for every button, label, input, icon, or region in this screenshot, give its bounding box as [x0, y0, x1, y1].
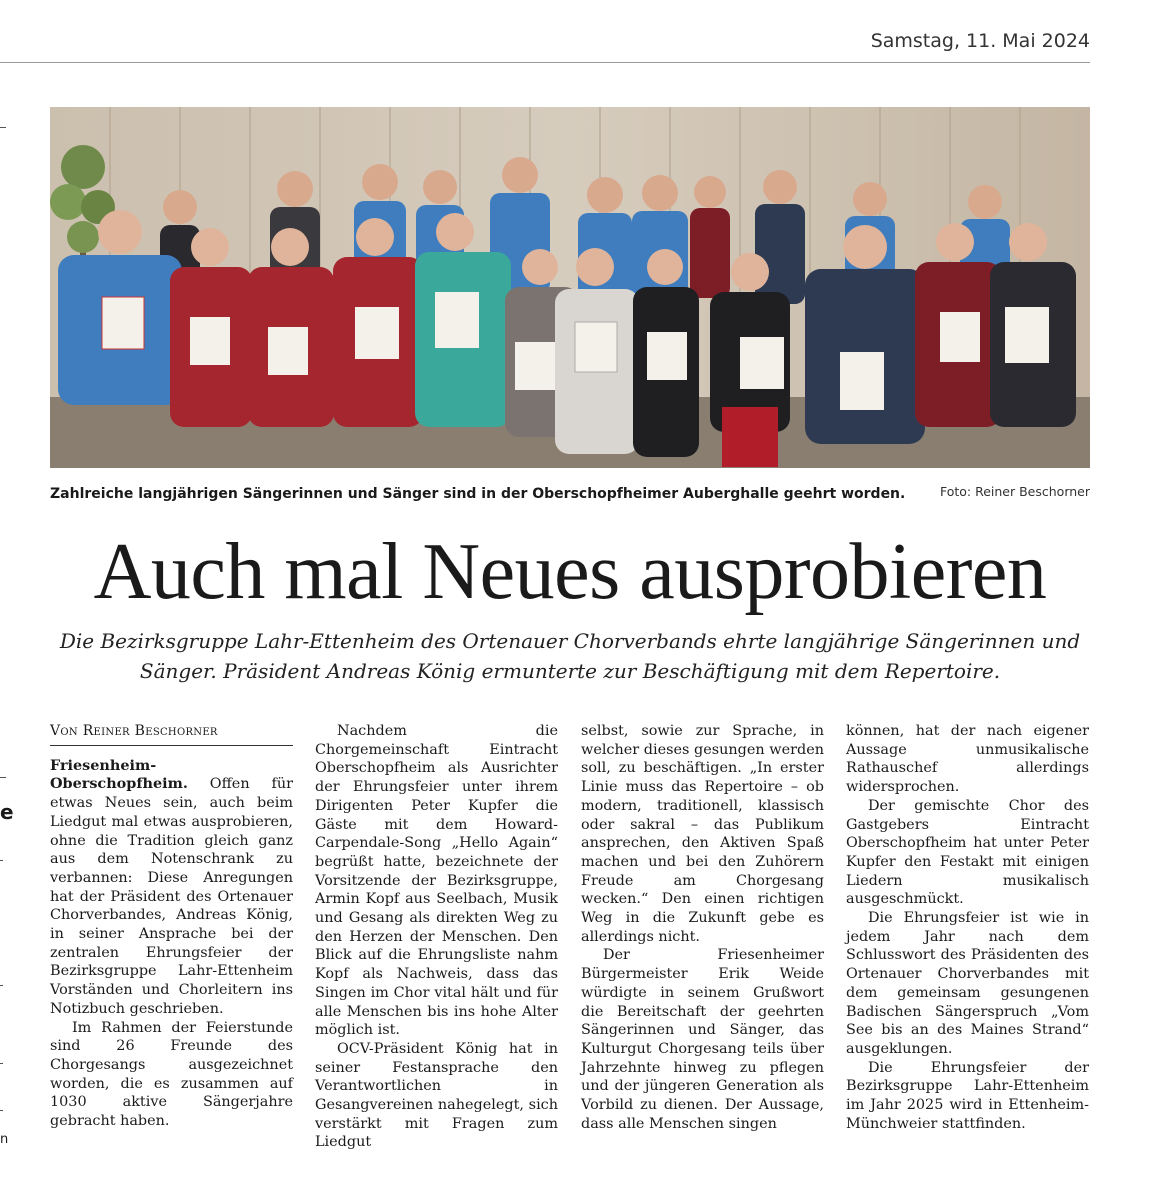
- article-column-3: [581, 722, 824, 1133]
- margin-mark: [0, 127, 6, 128]
- byline: Von Reiner Beschorner: [50, 722, 293, 746]
- date-line: Samstag, 11. Mai 2024: [870, 30, 1090, 52]
- paragraph: selbst, sowie zur Sprache, in welcher dieses gesungen werden soll, zu beschäftigen. „In erster Linie muss das Repertoire – ob modern, traditionell, klassisch oder sakral – das Publikum ansprechen, den Aktiven Spaß machen und bei den Zuhörern Freude am Chorgesang wecken.“ Den einen richtigen Weg in die Zukunft gebe es allerdings nicht.: [581, 723, 824, 945]
- paragraph: Im Rahmen der Feierstunde sind 26 Freunde des Chorgesangs ausgezeichnet worden, die es zusammen auf 1030 aktive Sängerjahre gebracht haben.: [50, 1019, 293, 1130]
- paragraph: Die Ehrungsfeier ist wie in jedem Jahr nach dem Schlusswort des Präsidenten des Ortenauer Chorverbandes mit dem gemeinsam gesungenen Badischen Sängerspruch „Vom See bis an des Maines Strand“ ausgeklungen.: [846, 910, 1089, 1057]
- group-photo-illustration: [50, 107, 1090, 468]
- paragraph: Nachdem die Chorgemeinschaft Eintracht Oberschopfheim als Ausrichter der Ehrungsfeier unter ihrem Dirigenten Peter Kupfer die Gäste mit dem Howard-Carpendale-Song „Hello Again“ begrüßt hatte, bezeichnete der Vorsitzende der Bezirksgruppe, Armin Kopf aus Seelbach, Musik und Gesang als direkten Weg zu den Herzen der Menschen. Den Blick auf die Ehrungsliste nahm Kopf als Nachweis, dass das Singen im Chor vital hält und für alle Menschen bis ins hohe Alter möglich ist.: [315, 723, 558, 1039]
- margin-mark: [0, 985, 3, 986]
- dateline: Friesenheim-Oberschopfheim.: [50, 756, 188, 793]
- article-column-1: [50, 722, 293, 1131]
- margin-mark: [0, 777, 6, 778]
- photo-credit: Foto: Reiner Beschorner: [939, 484, 1090, 499]
- margin-mark: [0, 1110, 3, 1111]
- paragraph: [50, 757, 293, 1019]
- paragraph-text: Offen für etwas Neues sein, auch beim Liedgut mal etwas ausprobieren, ohne die Tradition gleich ganz aus dem Notenschrank zu verbannen: Diese Anregungen hat der Präsident des Ortenauer Chorverbandes, Andreas König, in seiner Ansprache bei der zentralen Ehrungsfeier der Bezirksgruppe Lahr-Ettenheim Vorständen und Chorleitern ins Notizbuch geschrieben.: [50, 776, 293, 1017]
- paragraph: können, hat der nach eigener Aussage unmusikalische Rathauschef allerdings widersprochen.: [846, 723, 1089, 796]
- header-rule: [0, 62, 1090, 63]
- group-photo: [50, 107, 1090, 468]
- paragraph: Der gemischte Chor des Gastgebers Eintracht Oberschopfheim hat unter Peter Kupfer den Festakt mit einigen Liedern musikalisch ausgeschmückt.: [846, 797, 1089, 908]
- margin-letter: e: [0, 800, 14, 824]
- paragraph: Die Ehrungsfeier der Bezirksgruppe Lahr-Ettenheim im Jahr 2025 wird in Ettenheim-Münchweier stattfinden.: [846, 1059, 1089, 1132]
- article-column-2: [315, 722, 558, 1152]
- photo-caption: [50, 483, 1090, 502]
- margin-mark: [0, 860, 3, 861]
- article-column-4: [846, 722, 1089, 1133]
- margin-letter: n: [0, 1132, 9, 1147]
- caption-text: Zahlreiche langjährigen Sängerinnen und Sänger sind in der Oberschopfheimer Auberghalle geehrt worden.: [50, 486, 906, 502]
- paragraph: OCV-Präsident König hat in seiner Festansprache den Verantwortlichen in Gesangvereinen nahegelegt, sich verstärkt mit Fragen zum Liedgut: [315, 1040, 558, 1151]
- margin-mark: [0, 1063, 3, 1064]
- paragraph: Der Friesenheimer Bürgermeister Erik Weide würdigte in seinem Grußwort die Bereitschaft der geehrten Sängerinnen und Sänger, das Kulturgut Chorgesang teils über Jahrzehnte hinweg zu pflegen und der jüngeren Generation als Vorbild zu dienen. Der Aussage, dass alle Menschen singen: [581, 947, 824, 1132]
- headline: Auch mal Neues ausprobieren: [93, 528, 1047, 616]
- subheadline: Die Bezirksgruppe Lahr-Ettenheim des Ortenauer Chorverbands ehrte langjährige Sängerinnen und Sänger. Präsident Andreas König ermunterte zur Beschäftigung mit dem Repertoire.: [59, 629, 1081, 683]
